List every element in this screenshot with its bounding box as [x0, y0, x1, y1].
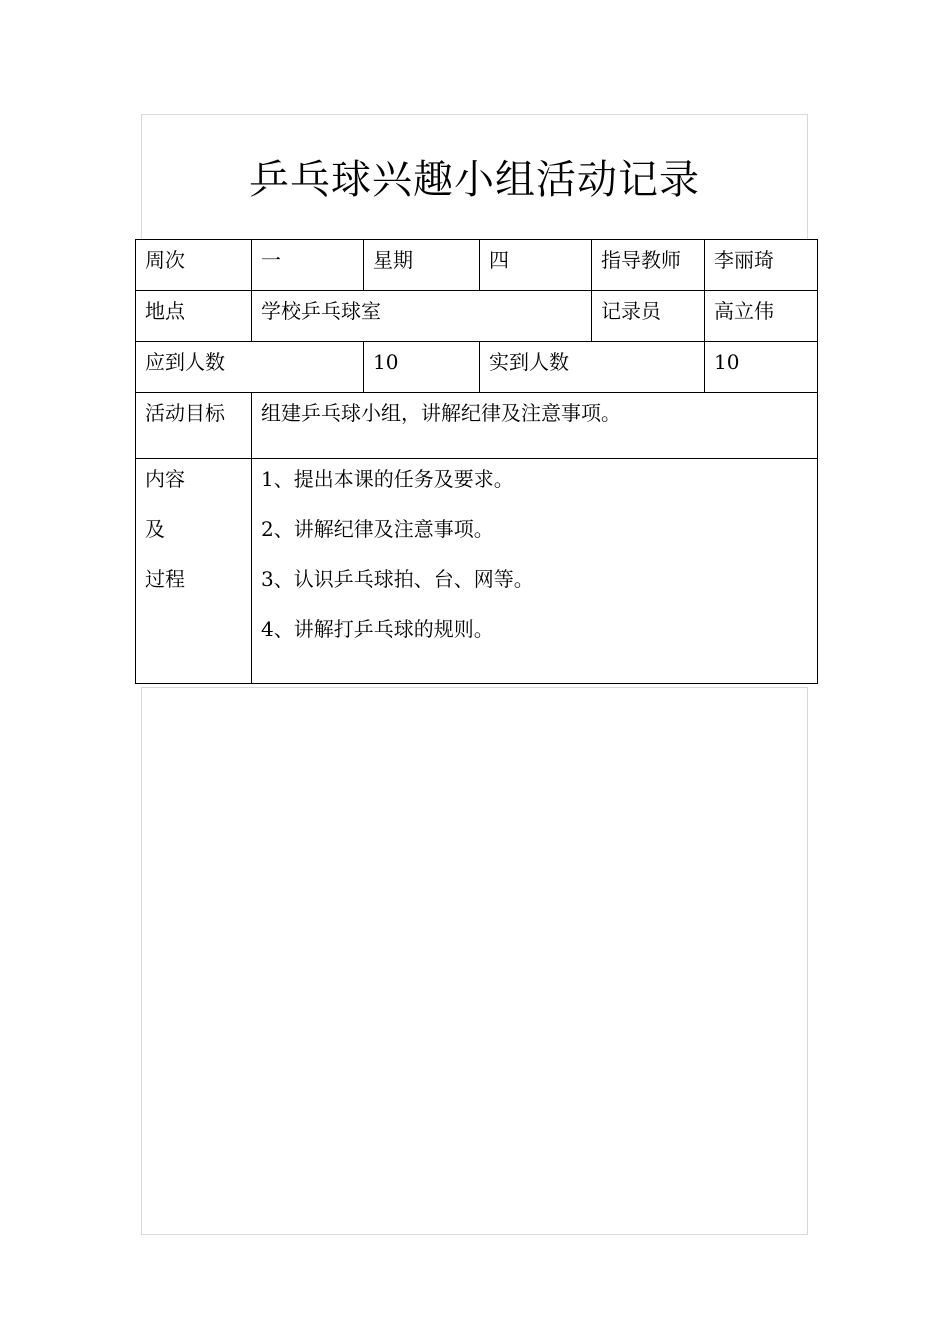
activity-record-table	[135, 239, 818, 684]
week-value: 一	[252, 240, 364, 291]
table-row	[136, 291, 818, 342]
page-frame-bottom	[141, 687, 808, 1235]
content-label-line: 及	[145, 517, 165, 541]
location-label: 地点	[136, 291, 252, 342]
table-row	[136, 393, 818, 459]
content-process-label	[136, 459, 252, 684]
actual-count-value: 10	[705, 342, 818, 393]
process-step: 1、提出本课的任务及要求。	[261, 467, 514, 491]
teacher-value: 李丽琦	[705, 240, 818, 291]
teacher-label: 指导教师	[592, 240, 705, 291]
process-step: 2、讲解纪律及注意事项。	[261, 517, 494, 541]
expected-count-label: 应到人数	[136, 342, 364, 393]
goal-value: 组建乒乓球小组，讲解纪律及注意事项。	[252, 393, 818, 459]
location-value: 学校乒乓球室	[252, 291, 592, 342]
recorder-value: 高立伟	[705, 291, 818, 342]
week-label: 周次	[136, 240, 252, 291]
table-row	[136, 240, 818, 291]
content-process-steps	[252, 459, 818, 684]
process-step: 3、认识乒乓球拍、台、网等。	[261, 567, 534, 591]
day-value: 四	[480, 240, 592, 291]
day-label: 星期	[364, 240, 480, 291]
table-row	[136, 459, 818, 684]
process-step: 4、讲解打乒乓球的规则。	[261, 617, 494, 641]
actual-count-label: 实到人数	[480, 342, 705, 393]
content-label-line: 过程	[145, 567, 185, 591]
content-label-line: 内容	[145, 467, 185, 491]
document-title: 乒乓球兴趣小组活动记录	[249, 157, 700, 203]
recorder-label: 记录员	[592, 291, 705, 342]
goal-label: 活动目标	[136, 393, 252, 459]
expected-count-value: 10	[364, 342, 480, 393]
table-row	[136, 342, 818, 393]
